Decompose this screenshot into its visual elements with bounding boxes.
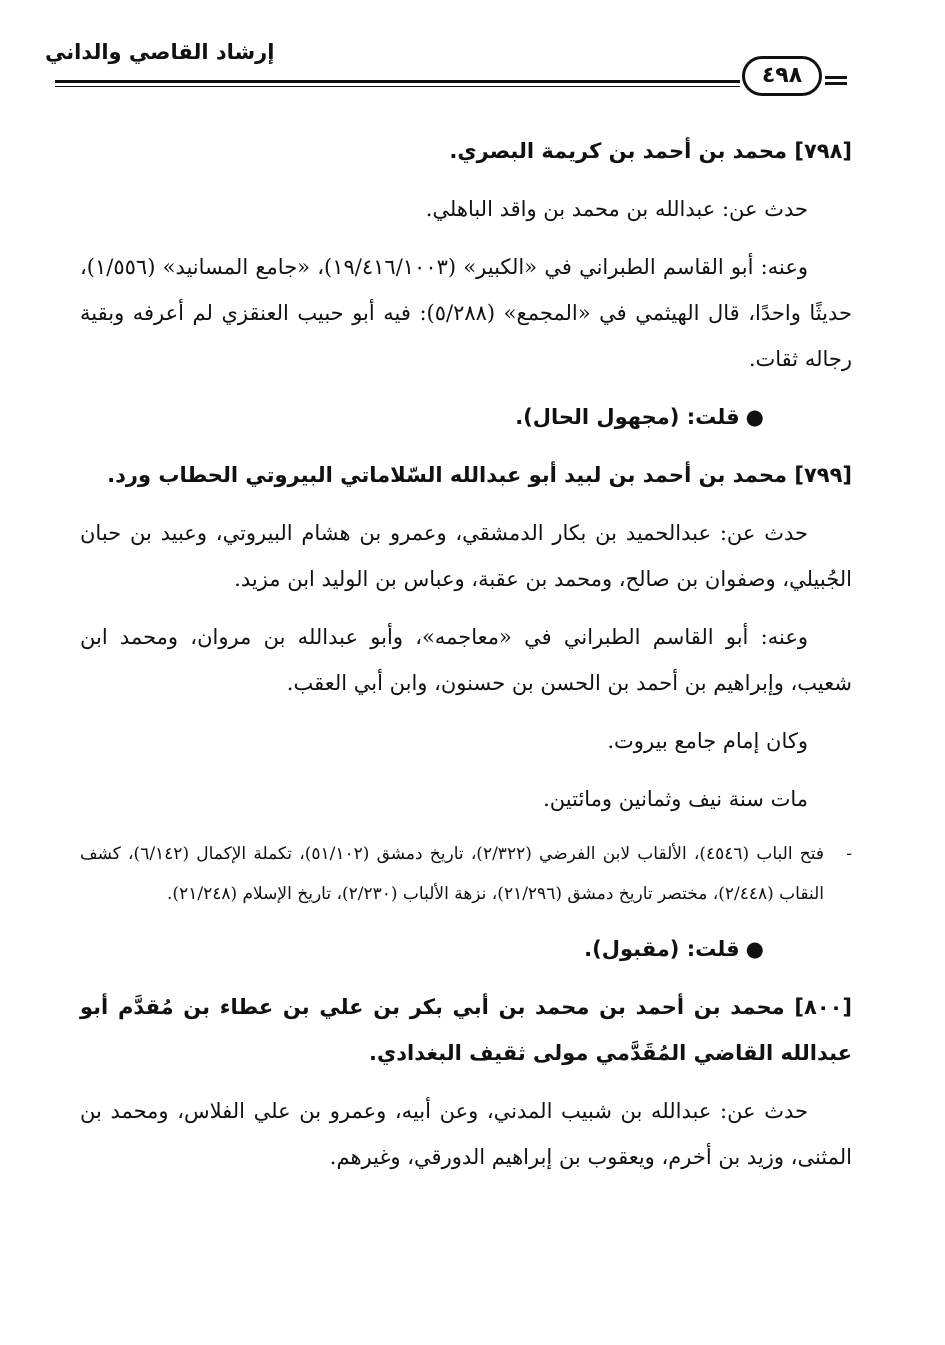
entry-798-heading: [٧٩٨] محمد بن أحمد بن كريمة البصري. bbox=[449, 139, 852, 163]
bullet-icon: ● bbox=[745, 405, 764, 429]
header-rule-right bbox=[825, 76, 847, 79]
entry-800-heading: [٨٠٠] محمد بن أحمد بن محمد بن أبي بكر بن علي بن عطاء بن مُقدَّم أبو عبدالله القاضي المُقَدَّمي مولى ثقيف البغدادي. bbox=[80, 995, 852, 1065]
entry-799-narrators: وعنه: أبو القاسم الطبراني في «معاجمه»، وأبو عبدالله بن مروان، ومحمد ابن شعيب، وإبراهيم بن أحمد بن الحسن بن حسنون، وابن أبي العقب. bbox=[80, 625, 852, 695]
header-rule bbox=[55, 80, 740, 83]
footnote-dash: - bbox=[846, 844, 852, 864]
header-rule-right-lower bbox=[825, 82, 847, 85]
entry-798-verdict bbox=[80, 394, 852, 440]
page-number-badge: ٤٩٨ bbox=[742, 56, 822, 96]
entry-799-verdict bbox=[80, 926, 852, 972]
running-header-title: إرشاد القاصي والداني bbox=[45, 40, 275, 64]
entry-799-sources-text: فتح الباب (٤٥٤٦)، الألقاب لابن الفرضي (٢/٣٢٢)، تاريخ دمشق (٥١/١٠٢)، تكملة الإكمال (٦/١٤٢)، كشف النقاب (٢/٤٤٨)، مختصر تاريخ دمشق (٢١/٢٩٦)، نزهة الألباب (٢/٢٣٠)، تاريخ الإسلام (٢١/٢٤٨). bbox=[80, 844, 825, 904]
page-body bbox=[80, 128, 852, 1192]
bullet-icon: ● bbox=[745, 937, 764, 961]
entry-798-narrators: وعنه: أبو القاسم الطبراني في «الكبير» (١٩/٤١٦/١٠٠٣)، «جامع المسانيد» (١/٥٥٦)، حديثًا واحدًا، قال الهيثمي في «المجمع» (٥/٢٨٨): فيه أبو حبيب العنقزي لم أعرفه وبقية رجاله ثقات. bbox=[80, 255, 852, 371]
entry-799-verdict-text: قلت: (مقبول). bbox=[584, 937, 740, 961]
entry-798-verdict-text: قلت: (مجهول الحال). bbox=[515, 405, 740, 429]
header-rule-thin bbox=[55, 86, 740, 87]
entry-799-death-note: مات سنة نيف وثمانين ومائتين. bbox=[543, 787, 808, 811]
entry-800-narrated-from: حدث عن: عبدالله بن شبيب المدني، وعن أبيه، وعمرو بن علي الفلاس، ومحمد بن المثنى، وزيد بن أخرم، ويعقوب بن إبراهيم الدورقي، وغيرهم. bbox=[80, 1099, 852, 1169]
entry-799-narrated-from: حدث عن: عبدالحميد بن بكار الدمشقي، وعمرو بن هشام البيروتي، وعبيد بن حبان الجُبيلي، وصفوان بن صالح، ومحمد بن عقبة، وعباس بن الوليد ابن مزيد. bbox=[80, 521, 852, 591]
entry-799-imam-note: وكان إمام جامع بيروت. bbox=[607, 729, 808, 753]
entry-798-narrated-from: حدث عن: عبدالله بن محمد بن واقد الباهلي. bbox=[425, 197, 808, 221]
entry-799-heading: [٧٩٩] محمد بن أحمد بن لبيد أبو عبدالله السّلاماتي البيروتي الحطاب ورد. bbox=[107, 463, 852, 487]
entry-799-sources bbox=[80, 834, 852, 914]
